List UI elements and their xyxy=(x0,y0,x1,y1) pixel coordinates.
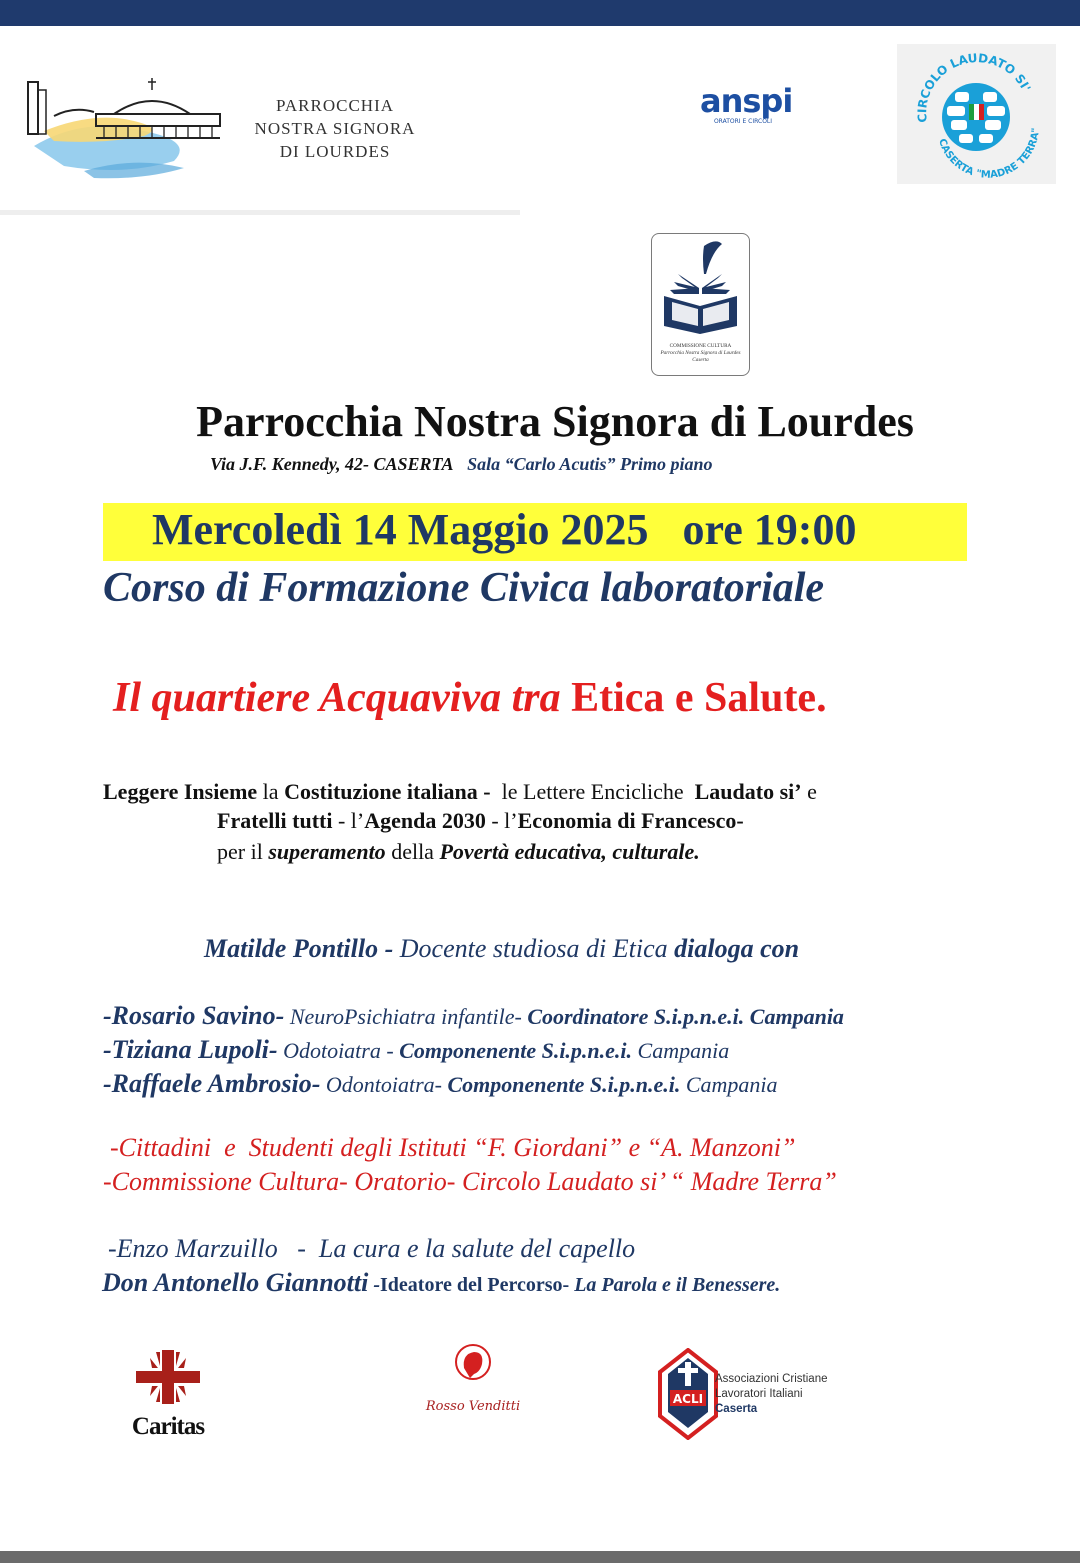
svg-text:CASERTA "MADRE TERRA": CASERTA "MADRE TERRA" xyxy=(936,127,1042,181)
circolo-laudato-si-logo xyxy=(897,44,1056,184)
svg-text:ACLI: ACLI xyxy=(672,1392,704,1406)
theme-italic: Il quartiere Acquaviva tra xyxy=(113,675,561,721)
description-line-3: per il superamento della Povertà educativa, culturale. xyxy=(217,839,700,864)
room-text: Sala “Carlo Acutis” Primo piano xyxy=(467,454,713,474)
event-theme xyxy=(113,674,827,722)
event-time: ore 19:00 xyxy=(682,505,857,554)
anspi-logo: anspi ORATORI E CIRCOLI xyxy=(700,82,793,125)
commissione-cultura-logo: COMMISSIONE CULTURA Parrocchia Nostra Signora di Lourdes Caserta xyxy=(651,233,750,376)
parish-logo-text: PARROCCHIA NOSTRA SIGNORA DI LOURDES xyxy=(254,96,416,161)
moderator-line: Matilde Pontillo - Docente studiosa di Etica dialoga con xyxy=(204,934,800,963)
address-text: Via J.F. Kennedy, 42- CASERTA xyxy=(210,454,453,474)
event-address xyxy=(210,454,712,475)
caritas-logo: Caritas xyxy=(126,1346,210,1441)
top-bar xyxy=(0,0,1080,26)
header-divider xyxy=(0,210,520,215)
speaker-item: -Raffaele Ambrosio- Odontoiatra- Componenente S.i.p.n.e.i. Campania xyxy=(103,1069,778,1098)
rosso-venditti-logo xyxy=(418,1342,528,1422)
bottom-bar xyxy=(0,1551,1080,1563)
svg-text:Rosso Venditti: Rosso Venditti xyxy=(425,1399,521,1414)
acli-badge-icon xyxy=(658,1348,718,1440)
page-title: Parrocchia Nostra Signora di Lourdes xyxy=(196,397,914,446)
acli-logo: ACLI Associazioni Cristiane Lavoratori Italiani Caserta xyxy=(658,1348,828,1440)
don-line: Don Antonello Giannotti -Ideatore del Percorso- La Parola e il Benessere. xyxy=(102,1268,781,1297)
course-title: Corso di Formazione Civica laboratoriale xyxy=(103,565,825,611)
participants-line-2: -Commissione Cultura- Oratorio- Circolo Laudato si’ “ Madre Terra” xyxy=(103,1167,837,1196)
enzo-line: -Enzo Marzuillo - La cura e la salute del capello xyxy=(108,1234,636,1263)
svg-text:CIRCOLO LAUDATO SI': CIRCOLO LAUDATO SI' xyxy=(915,51,1034,124)
speaker-item: -Tiziana Lupoli- Odotoiatra - Componenente S.i.p.n.e.i. Campania xyxy=(103,1035,730,1064)
speaker-item: -Rosario Savino- NeuroPsichiatra infantile- Coordinatore S.i.p.n.e.i. Campania xyxy=(103,1001,844,1030)
description-line-2: Fratelli tutti - l’Agenda 2030 - l’Economia di Francesco- xyxy=(217,808,744,833)
description-line-1: Leggere Insieme la Costituzione italiana - le Lettere Encicliche Laudato si’ e xyxy=(103,779,817,804)
event-date-time xyxy=(152,504,856,555)
participants-line-1: -Cittadini e Studenti degli Istituti “F. Giordani” e “A. Manzoni” xyxy=(110,1133,796,1162)
event-date: Mercoledì 14 Maggio 2025 xyxy=(152,505,649,554)
parish-logo xyxy=(24,76,224,186)
caritas-cross-icon xyxy=(126,1346,210,1408)
theme-bold: Etica e Salute. xyxy=(571,675,827,721)
